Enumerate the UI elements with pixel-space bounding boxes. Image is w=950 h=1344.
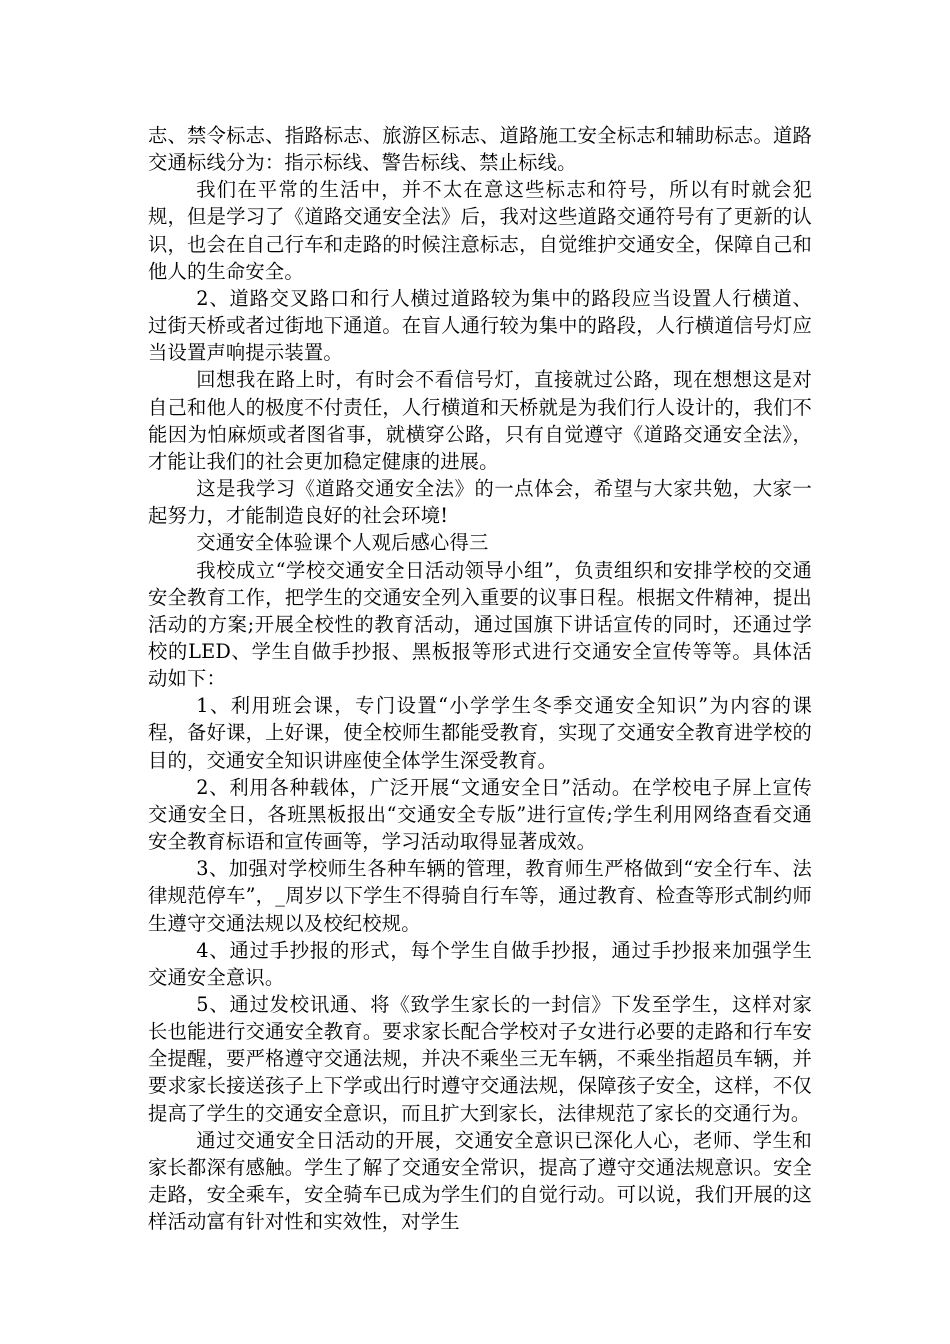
document-body — [148, 122, 812, 1235]
paragraph-12: 5、通过发校讯通、将《致学生家长的一封信》下发至学生，这样对家长也能进行交通安全教育。要求家长配合学校对子女进行必要的走路和行车安全提醒，要严格遵守交通法规，并决不乘坐三无车辆，不乘坐指超员车辆，并要求家长接送孩子上下学或出行时遵守交通法规，保障孩子安全，这样，不仅提高了学生的交通安全意识，而且扩大到家长，法律规范了家长的交通行为。 — [148, 993, 812, 1125]
paragraph-10: 3、加强对学校师生各种车辆的管理，教育师生严格做到“安全行车、法律规范停车”，_周岁以下学生不得骑自行车等，通过教育、检查等形式制约师生遵守交通法规以及校纪校规。 — [148, 857, 812, 935]
paragraph-2: 我们在平常的生活中，并不太在意这些标志和符号，所以有时就会犯规，但是学习了《道路交通安全法》后，我对这些道路交通符号有了更新的认识，也会在自己行车和走路的时候注意标志，自觉维护交通安全，保障自己和他人的生命安全。 — [148, 178, 812, 283]
section-heading: 交通安全体验课个人观后感心得三 — [196, 531, 489, 555]
paragraph-8: 1、利用班会课，专门设置“小学学生冬季交通安全知识”为内容的课程，备好课，上好课，使全校师生都能受教育，实现了交通安全教育进学校的目的，交通安全知识讲座使全体学生深受教育。 — [148, 694, 812, 772]
paragraph-7: 我校成立“学校交通安全日活动领导小组”，负责组织和安排学校的交通安全教育工作，把学生的交通安全列入重要的议事日程。根据文件精神，提出活动的方案;开展全校性的教育活动，通过国旗下讲话宣传的同时，还通过学校的LED、学生自做手抄报、黑板报等形式进行交通安全宣传等等。具体活动如下： — [148, 558, 812, 691]
paragraph-13: 通过交通安全日活动的开展，交通安全意识已深化人心，老师、学生和家长都深有感触。学生了解了交通安全常识，提高了遵守交通法规意识。安全走路，安全乘车，安全骑车已成为学生们的自觉行动。可以说，我们开展的这样活动富有针对性和实效性，对学生 — [148, 1128, 812, 1234]
paragraph-1: 志、禁令标志、指路标志、旅游区标志、道路施工安全标志和辅助标志。道路交通标线分为：指示标线、警告标线、禁止标线。 — [148, 124, 812, 175]
paragraph-4: 回想我在路上时，有时会不看信号灯，直接就过公路，现在想想这是对自己和他人的极度不付责任，人行横道和天桥就是为我们行人设计的，我们不能因为怕麻烦或者图省事，就横穿公路，只有自觉遵守《道路交通安全法》，才能让我们的社会更加稳定健康的进展。 — [148, 368, 812, 473]
paragraph-5: 这是我学习《道路交通安全法》的一点体会，希望与大家共勉，大家一起努力，才能制造良好的社会环境! — [148, 477, 812, 528]
paragraph-3: 2、道路交叉路口和行人横过道路较为集中的路段应当设置人行横道、过街天桥或者过街地下通道。在盲人通行较为集中的路段，人行横道信号灯应当设置声响提示装置。 — [148, 286, 812, 365]
paragraph-11: 4、通过手抄报的形式，每个学生自做手抄报，通过手抄报来加强学生交通安全意识。 — [148, 938, 812, 989]
paragraph-9: 2、利用各种载体，广泛开展“文通安全日”活动。在学校电子屏上宣传交通安全日，各班黑板报出“交通安全专版”进行宣传;学生利用网络查看交通安全教育标语和宣传画等，学习活动取得显著成效。 — [148, 775, 812, 854]
